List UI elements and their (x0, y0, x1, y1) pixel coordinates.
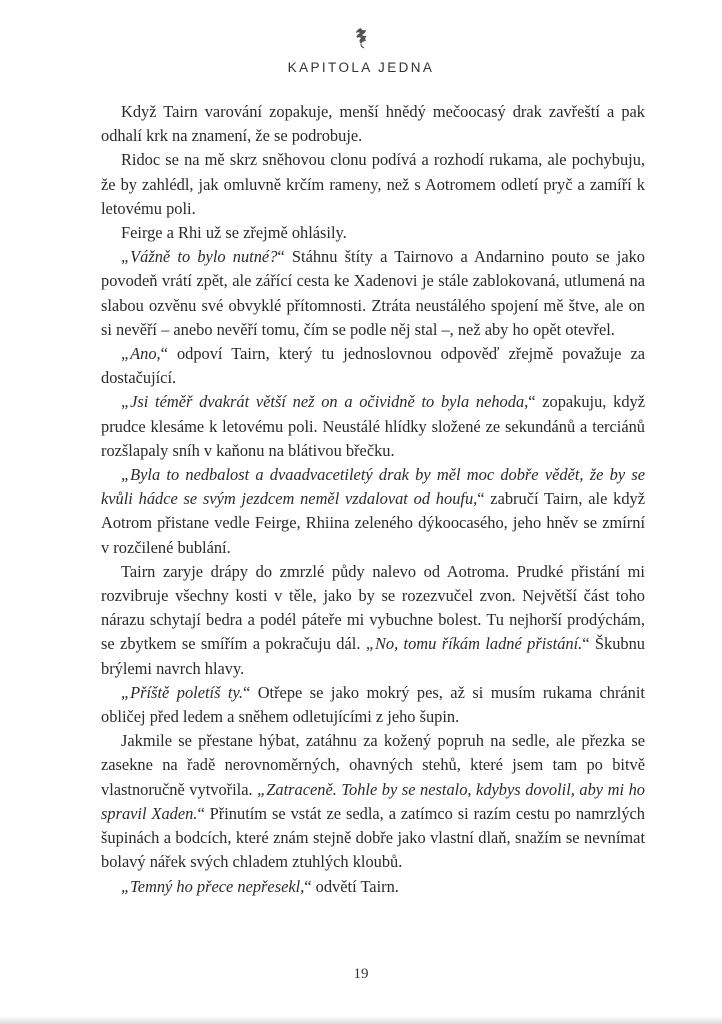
text-run: Ridoc se na mě skrz sněhovou clonu podívá a rozhodí rukama, ale pochybuju, že by zahlédl, jak omluvně krčím rameny, než s Aotromem odletí pryč a zamíří k letovému poli. (101, 150, 645, 218)
paragraph (101, 221, 645, 245)
italic-text-run: „Příště poletíš ty. (121, 682, 243, 702)
text-run: “ Přinutím se vstát ze sedla, a zatímco si razím cestu po namrzlých šupinách a bodcích, které znám stejně dobře jako vlastní dlaň, snažím se nevnímat bolavý nářek svých chladem ztuhlých kloubů. (101, 803, 645, 872)
paragraph (101, 560, 645, 681)
text-run: “ odpoví Tairn, který tu jednoslovnou odpověď zřejmě považuje za dostačující. (101, 344, 645, 388)
italic-text-run: „No, tomu říkám ladné přistání. (365, 634, 583, 654)
paragraph (101, 390, 645, 463)
italic-text-run: „Vážně to bylo nutné? (121, 247, 278, 267)
italic-text-run: „Temný ho přece nepřesekl, (121, 876, 305, 896)
paragraph (101, 463, 645, 560)
text-run: “ Škubnu brýlemi navrch hlavy. (101, 634, 646, 678)
italic-text-run: „Byla to nedbalost a dvaadvacetiletý drak by měl moc dobře vědět, že by se kvůli hádce se svým jezdcem neměl vzdalovat od houfu, (101, 465, 645, 509)
paragraph (101, 875, 645, 899)
paragraph (101, 100, 645, 148)
page-number: 19 (353, 966, 369, 982)
text-run: Jakmile se přestane hýbat, zatáhnu za kožený popruh na sedle, ale přezka se zasekne na řadě nerovnoměrných, ohavných stehů, které jsem tam po bitvě vlastnoručně vytvořila. (101, 731, 645, 799)
italic-text-run: „Zatraceně. Tohle by se nestalo, kdybys dovolil, aby mi ho spravil Xaden. (101, 779, 645, 823)
text-run: “ Otřepe se jako mokrý pes, až si musím rukama chránit obličej před ledem a sněhem odletujícími z jeho šupin. (101, 682, 645, 727)
text-run: “ odvětí Tairn. (304, 876, 399, 896)
italic-text-run: „Ano, (121, 344, 161, 364)
chapter-title: KAPITOLA JEDNA (287, 60, 435, 75)
body-text (101, 100, 645, 899)
paragraph (101, 148, 645, 221)
text-run: Feirge a Rhi už se zřejmě ohlásily. (121, 223, 347, 243)
paragraph (101, 342, 645, 390)
paragraph (101, 245, 645, 342)
paragraph (101, 681, 645, 729)
text-run: Když Tairn varování zopakuje, menší hnědý mečoocasý drak zavřeští a pak odhalí krk na znamení, že se podrobuje. (101, 102, 645, 146)
paragraph (101, 729, 645, 874)
italic-text-run: „Jsi téměř dvakrát větší než on a očividně to byla nehoda, (121, 392, 529, 412)
chapter-header (0, 26, 722, 55)
text-run: “ zopakuju, když prudce klesáme k letovému poli. Neustálé hlídky složené ze sekundánů a terciánů rozšlapaly sníh v kaňonu na blátivou břečku. (101, 392, 645, 460)
text-run: “ zabručí Tairn, ale když Aotrom přistane vedle Feirge, Rhiina zeleného dýkoocasého, jeho hněv se zmírní v rozčilené bublání. (101, 489, 645, 557)
text-run: “ Stáhnu štíty a Tairnovo a Andarnino pouto se jako povodeň vrátí zpět, ale zářící cesta ke Xadenovi je stále zablokovaná, utlumená na slabou ozvěnu své obvyklé přítomnosti. Ztráta neustálého spojení mě štve, ale on si nevěří – anebo nevěří tomu, čím se podle něj stal –, než aby ho opět otevřel. (101, 247, 645, 339)
dragon-icon (350, 26, 372, 50)
page-edge-shadow (0, 1016, 722, 1024)
text-run: Tairn zaryje drápy do zmrzlé půdy nalevo od Aotroma. Prudké přistání mi rozvibruje všechny kosti v těle, jako by se rozezvučel zvon. Největší část toho nárazu schytají bedra a podél páteře mi vybuchne bolest. Tu nejhorší prodýchám, se zbytkem se smířím a pokračuju dál. (101, 561, 645, 654)
